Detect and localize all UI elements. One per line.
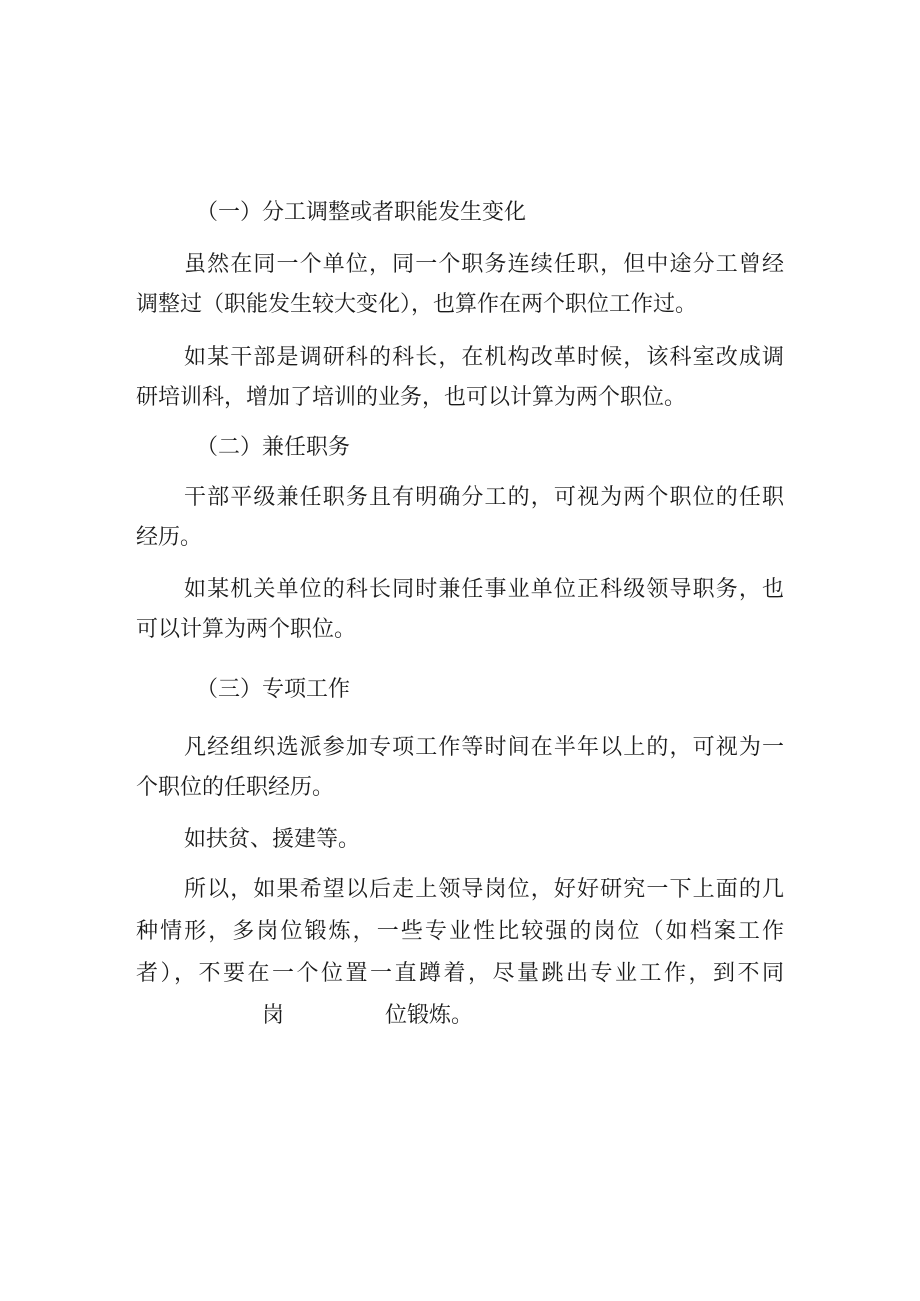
paragraph-7-line-4-part-2: 位锻炼。	[385, 1003, 474, 1028]
paragraph-7-line-1: 所以，如果希望以后走上领导岗位，好好研究一下上面的几	[184, 877, 784, 902]
section-heading-2: （二）兼任职务	[196, 435, 351, 460]
paragraph-2-line-2: 研培训科，增加了培训的业务，也可以计算为两个职位。	[136, 385, 687, 410]
section-heading-3: （三）专项工作	[196, 677, 351, 702]
paragraph-2-line-1: 如某干部是调研科的科长，在机构改革时候，该科室改成调	[184, 345, 784, 370]
paragraph-1-line-2: 调整过（职能发生较大变化），也算作在两个职位工作过。	[136, 292, 698, 317]
paragraph-5-line-1: 凡经组织选派参加专项工作等时间在半年以上的，可视为一	[184, 735, 784, 760]
paragraph-7-line-4-part-1: 岗	[262, 1003, 285, 1028]
paragraph-3-line-1: 干部平级兼任职务且有明确分工的，可视为两个职位的任职	[184, 485, 784, 510]
paragraph-4-line-2: 可以计算为两个职位。	[136, 617, 357, 642]
paragraph-6-line-1: 如扶贫、援建等。	[184, 827, 361, 852]
paragraph-3-line-2: 经历。	[136, 525, 203, 550]
paragraph-5-line-2: 个职位的任职经历。	[136, 775, 335, 800]
paragraph-7-line-3: 者），不要在一个位置一直蹲着，尽量跳出专业工作，到不同	[136, 961, 784, 986]
paragraph-1-line-1: 虽然在同一个单位，同一个职务连续任职，但中途分工曾经	[184, 252, 784, 277]
paragraph-4-line-1: 如某机关单位的科长同时兼任事业单位正科级领导职务，也	[184, 577, 784, 602]
paragraph-7-line-2: 种情形，多岗位锻炼，一些专业性比较强的岗位（如档案工作	[136, 919, 784, 944]
section-heading-1: （一）分工调整或者职能发生变化	[196, 200, 527, 225]
